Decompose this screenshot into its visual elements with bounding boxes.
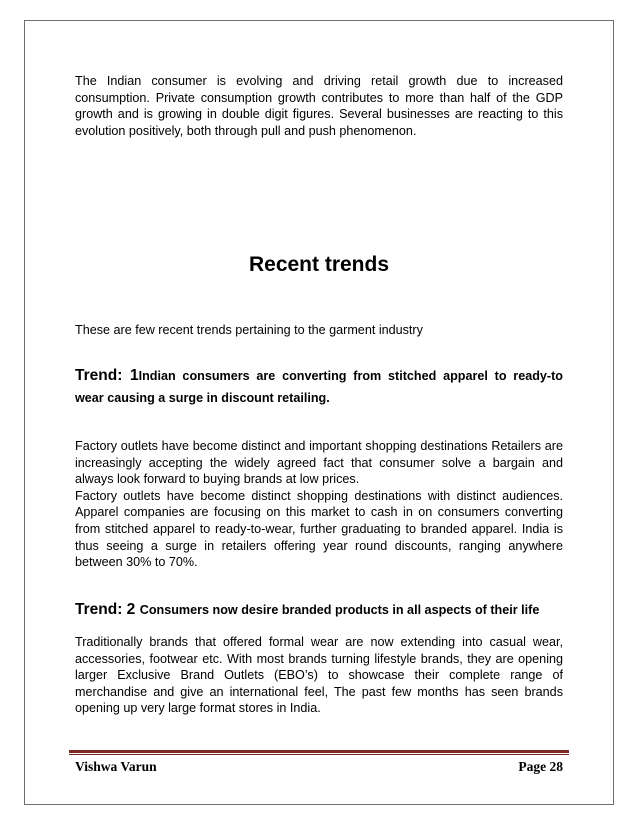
trend-2-title (75, 599, 563, 621)
footer-rule-thin (69, 754, 569, 755)
trend-1-heading-text: Indian consumers are converting from stitched apparel to ready-to wear causing a surge in discount retailing. (75, 369, 563, 405)
section-heading: Recent trends (248, 253, 390, 276)
trend-1-paragraph-1: Factory outlets have become distinct and important shopping destinations Retailers are increasingly accepting the widely agreed fact that consumer solve a bargain and always look forward to buying brands at low prices. (75, 439, 563, 487)
trend-2-paragraph: Traditionally brands that offered formal wear are now extending into casual wear, accessories, footwear etc. With most brands turning lifestyle brands, they are opening larger Exclusive Brand Outlets (EBO’s) to showcase their complete range of merchandise and give an international feel, The past few months has seen brands opening up very large format stores in India. (75, 635, 563, 716)
trend-1-paragraph-2: Factory outlets have become distinct shopping destinations with distinct audiences. Apparel companies are focusing on this market to cash in on consumers converting from stitched apparel to ready-to-wear, further graduating to branded apparel. India is thus seeing a surge in retailers offering year round discounts, ranging anywhere between 30% to 70%. (75, 488, 563, 570)
trend-2-block (75, 599, 563, 621)
trend-2-heading-text: Consumers now desire branded products in all aspects of their life (139, 603, 540, 617)
page-footer (75, 758, 563, 776)
trend-1-label: Trend: 1 (75, 367, 139, 384)
trend-2-label: Trend: 2 (75, 601, 136, 618)
footer-rule-thick (69, 750, 569, 753)
trend-1-title (75, 365, 563, 409)
section-intro: These are few recent trends pertaining to the garment industry (75, 323, 423, 337)
footer-author: Vishwa Varun (75, 759, 157, 774)
intro-paragraph: The Indian consumer is evolving and driving retail growth due to increased consumption. Private consumption growth contributes to more than half of the GDP growth and is growing in double digit figures. Several businesses are reacting to this evolution positively, both through pull and push phenomenon. (75, 74, 563, 138)
footer-page-number: Page 28 (518, 759, 563, 774)
trend-1-body (75, 438, 563, 571)
trend-1-block (75, 365, 563, 409)
